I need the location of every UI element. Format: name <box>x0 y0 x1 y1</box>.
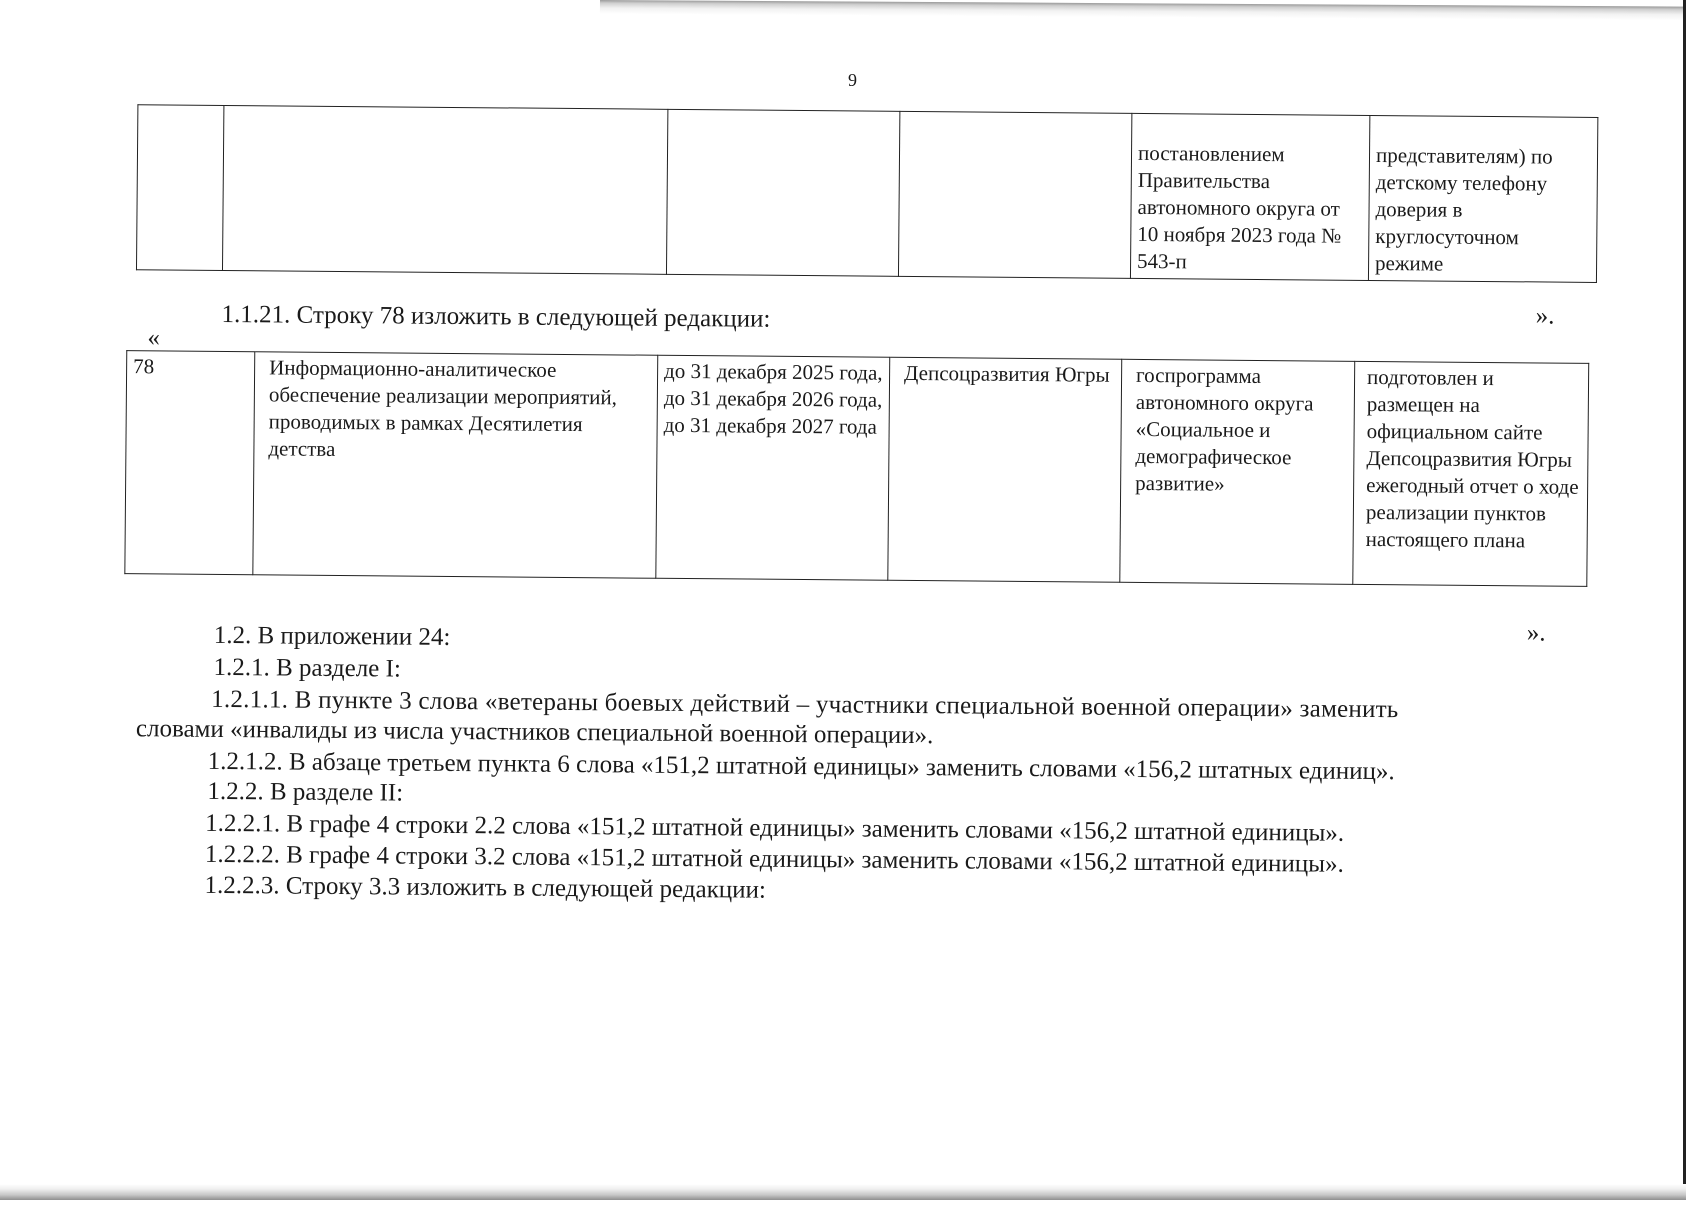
table-cell-source: госпрограмма автономного округа «Социальное и демографическое развитие» <box>1120 359 1355 584</box>
paragraph-1-2-1-1-cont: словами «инвалиды из числа участников специальной военной операции». <box>135 715 934 750</box>
table-cell-responsible <box>898 111 1131 278</box>
table-cell-num: 78 <box>125 351 255 575</box>
paragraph-1-2-2-3: 1.2.2.3. Строку 3.3 изложить в следующей редакции: <box>204 871 766 904</box>
close-quote-top: ». <box>1535 302 1555 330</box>
table-cell-result: представителям) по детскому телефону доверия в круглосуточном режиме <box>1368 115 1597 282</box>
paragraph-1-1-21: 1.1.21. Строку 78 изложить в следующей редакции: <box>221 300 771 333</box>
table-cell-name: Информационно-аналитическое обеспечение реализации мероприятий, проводимых в рамках Десятилетия детства <box>253 352 658 579</box>
deadline-line: до 31 декабря 2025 года, <box>664 358 883 385</box>
table-cell-deadline <box>666 109 899 276</box>
paragraph-1-2: 1.2. В приложении 24: <box>213 621 451 651</box>
paragraph-1-2-1-1: 1.2.1.1. В пункте 3 слова «ветераны боевых действий – участники специальной военной операции» заменить <box>211 685 1399 724</box>
paragraph-1-2-2-1: 1.2.2.1. В графе 4 строки 2.2 слова «151,2 штатной единицы» заменить словами «156,2 штатной единицы». <box>205 809 1345 847</box>
deadline-line: до 31 декабря 2026 года, <box>663 385 883 412</box>
table-cell-deadline <box>656 355 890 580</box>
deadline-line: до 31 декабря 2027 года <box>663 412 877 439</box>
paragraph-1-2-2-2: 1.2.2.2. В графе 4 строки 3.2 слова «151,2 штатной единицы» заменить словами «156,2 штатной единицы». <box>204 840 1344 878</box>
table-cell-num <box>136 105 223 271</box>
table-cell-name <box>222 105 667 274</box>
table-cell-source: постановлением Правительства автономного округа от 10 ноября 2023 года № 543-п <box>1130 113 1369 280</box>
table-row-78 <box>124 350 1589 587</box>
paragraph-1-2-1: 1.2.1. В разделе I: <box>213 653 401 683</box>
scan-edge-bottom <box>0 1184 1686 1200</box>
table-row <box>125 351 1589 587</box>
table-cell-result: подготовлен и размещен на официальном сайте Депсоцразвития Югры ежегодный отчет о ходе реализации пунктов настоящего плана <box>1353 361 1589 586</box>
open-quote-row78: « <box>147 324 161 352</box>
table-row <box>136 105 1597 283</box>
page-number: 9 <box>848 70 857 90</box>
table-continuation <box>136 104 1598 283</box>
paragraph-1-2-2: 1.2.2. В разделе II: <box>207 777 404 807</box>
table-cell-responsible: Депсоцразвития Югры <box>888 357 1122 582</box>
close-quote-row78: ». <box>1526 619 1546 647</box>
paragraph-1-2-1-2: 1.2.1.2. В абзаце третьем пункта 6 слова «151,2 штатной единицы» заменить словами «156,2 штатных единиц». <box>207 747 1395 786</box>
